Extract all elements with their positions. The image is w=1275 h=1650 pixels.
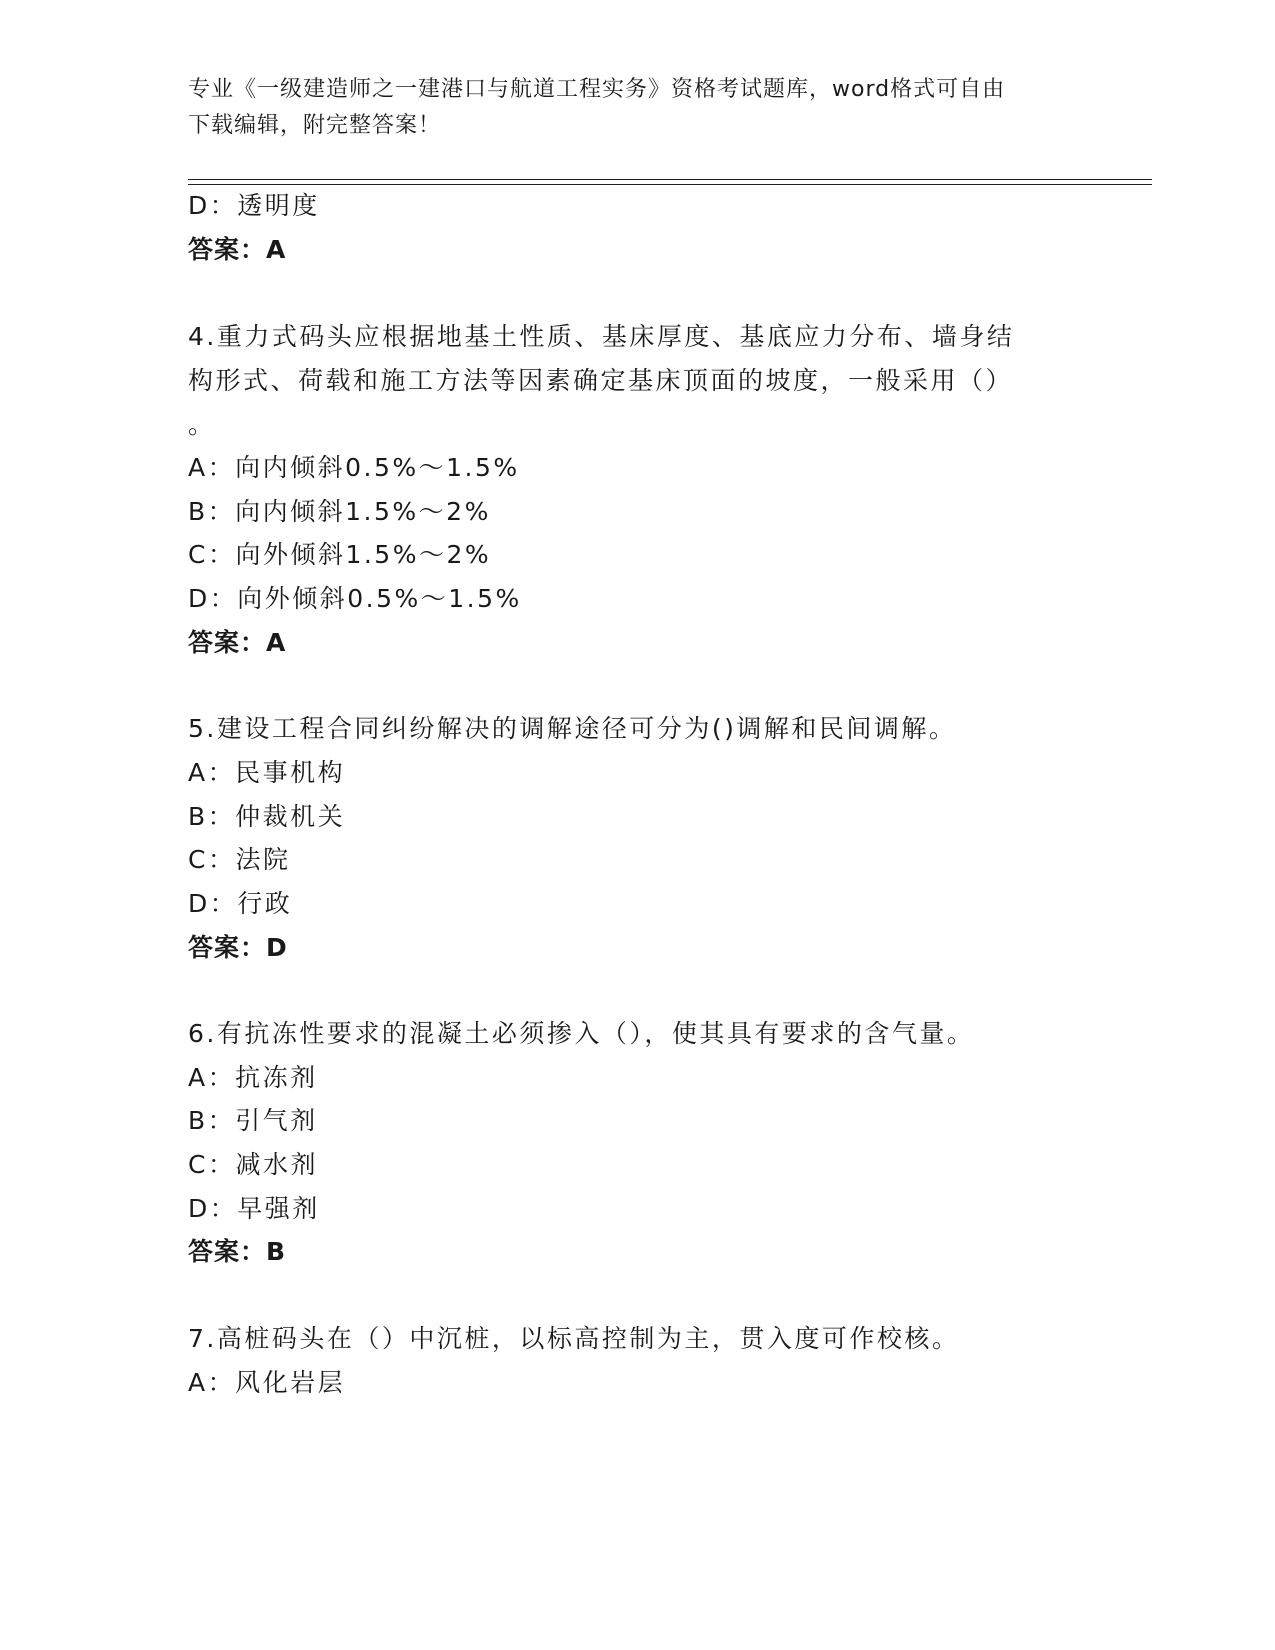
q3-answer: 答案：A: [188, 235, 287, 264]
header-line-1: 专业《一级建造师之一建港口与航道工程实务》资格考试题库，word格式可自由: [188, 77, 1006, 102]
q6-option-d: D：早强剂: [188, 1194, 320, 1223]
q6-option-c: C：减水剂: [188, 1150, 318, 1179]
q7-option-a: A：风化岩层: [188, 1368, 346, 1397]
q4-answer: 答案：A: [188, 628, 287, 657]
q3-option-d: D：透明度: [188, 191, 320, 220]
q4-stem-line-3: 。: [188, 410, 216, 439]
q6-answer: 答案：B: [188, 1237, 287, 1266]
header-line-2: 下载编辑，附完整答案！: [188, 113, 442, 138]
q6-stem: 6.有抗冻性要求的混凝土必须掺入（），使其具有要求的含气量。: [188, 1019, 975, 1048]
q5-option-a: A：民事机构: [188, 758, 346, 787]
q4-stem-line-2: 构形式、荷载和施工方法等因素确定基床顶面的坡度，一般采用（）: [188, 366, 1014, 395]
q6-option-a: A：抗冻剂: [188, 1063, 318, 1092]
q4-option-a: A：向内倾斜0.5%～1.5%: [188, 453, 520, 482]
q4-option-b: B：向内倾斜1.5%～2%: [188, 497, 491, 526]
q4-option-c: C：向外倾斜1.5%～2%: [188, 540, 492, 569]
q5-option-b: B：仲裁机关: [188, 802, 346, 831]
q5-option-d: D：行政: [188, 889, 293, 918]
header-divider-top: [188, 179, 1152, 180]
q4-stem-line-1: 4.重力式码头应根据地基土性质、基床厚度、基底应力分布、墙身结: [188, 322, 1015, 351]
q7-stem: 7.高桩码头在（）中沉桩，以标高控制为主，贯入度可作校核。: [188, 1324, 960, 1353]
q6-option-b: B：引气剂: [188, 1106, 318, 1135]
q5-option-c: C：法院: [188, 845, 291, 874]
document-header: [188, 72, 1088, 144]
header-divider-bottom: [188, 184, 1152, 185]
q5-stem: 5.建设工程合同纠纷解决的调解途径可分为()调解和民间调解。: [188, 714, 957, 743]
q5-answer: 答案：D: [188, 933, 288, 962]
q4-option-d: D：向外倾斜0.5%～1.5%: [188, 584, 522, 613]
